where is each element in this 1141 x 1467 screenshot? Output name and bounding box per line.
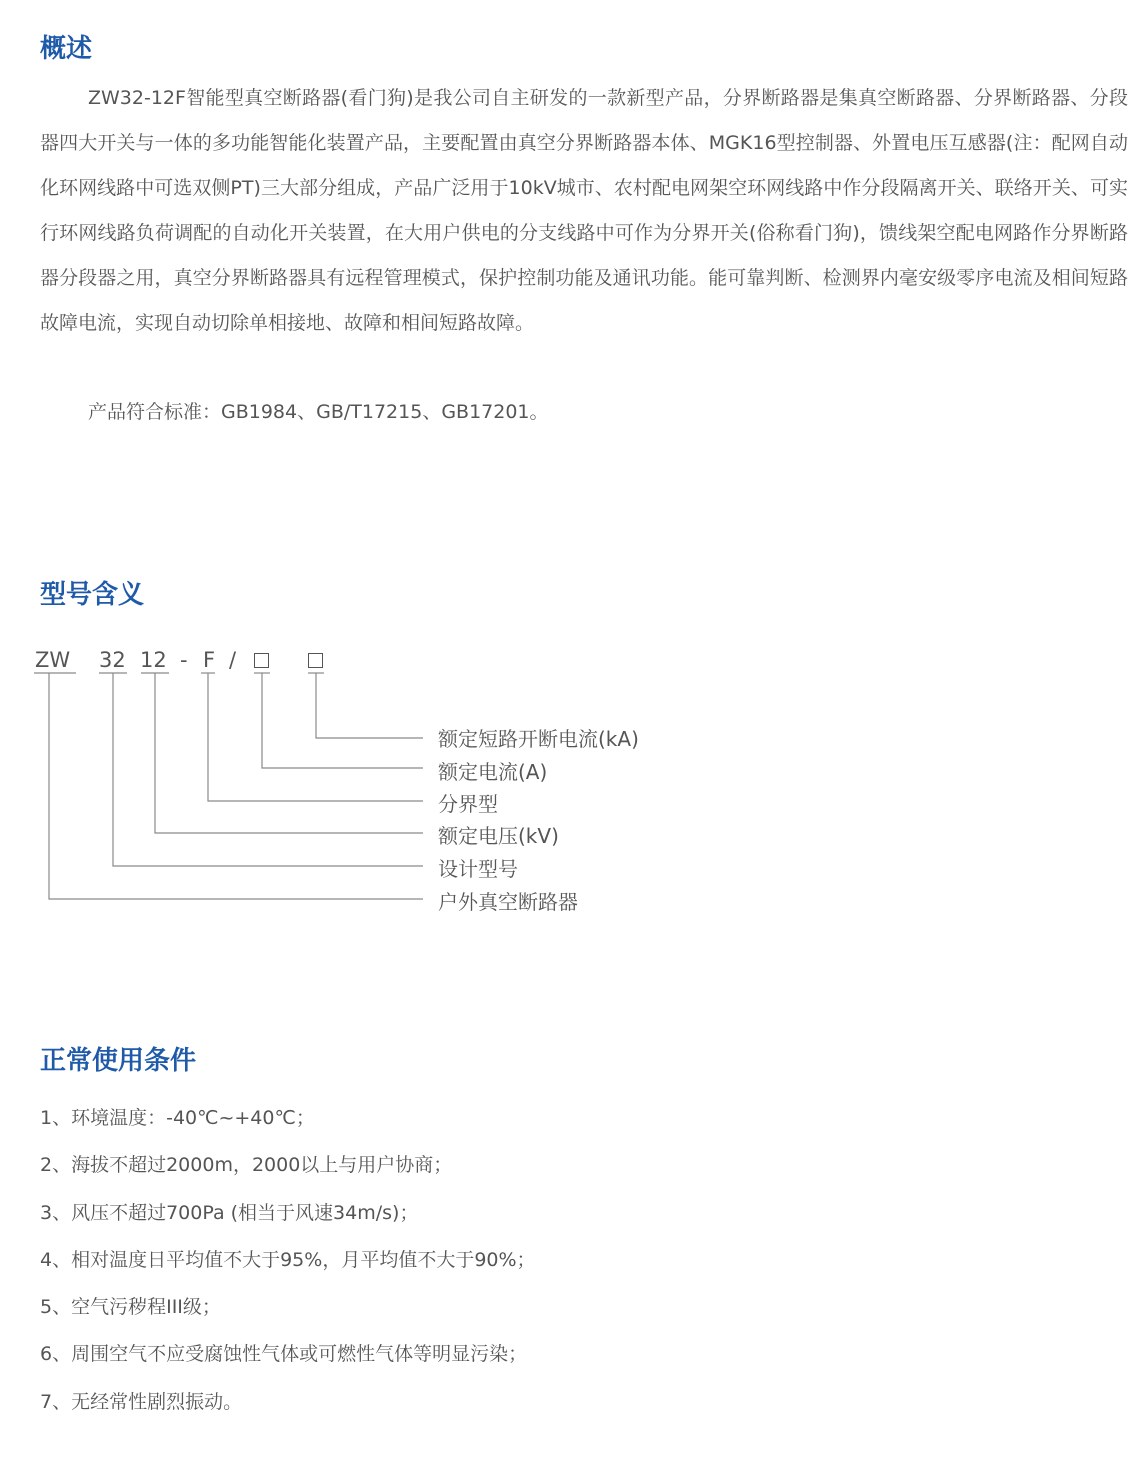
- line-rated-voltage: [155, 673, 423, 833]
- line-outdoor-breaker: [49, 673, 423, 899]
- model-meaning-title: 型号含义: [40, 580, 145, 610]
- label-outdoor-breaker: 户外真空断路器: [438, 890, 578, 914]
- label-rated-voltage: 额定电压(kV): [438, 824, 559, 848]
- label-rated-current: 额定电流(A): [438, 760, 548, 784]
- condition-item: 1、环境温度：-40℃~+40℃；: [40, 1107, 315, 1129]
- label-boundary-type: 分界型: [438, 792, 498, 816]
- condition-item: 5、空气污秽程III级；: [40, 1296, 221, 1319]
- line-breaking-current: [316, 673, 423, 738]
- condition-item: 3、风压不超过700Pa (相当于风速34m/s)；: [40, 1201, 419, 1224]
- code-part-zw: ZW: [35, 648, 71, 672]
- code-part-voltage: 12: [140, 648, 167, 672]
- overview-paragraph: ZW32-12F智能型真空断路器(看门狗)是我公司自主研发的一款新型产品，分界断路器是集真空断路器、分界断路器、分段器四大开关与一体的多功能智能化装置产品，主要配置由真空分界断路器本体、MGK16型控制器、外置电压互感器(注：配网自动化环网线路中可选双侧PT)三大部分组成，产品广泛用于10kV城市、农村配电网架空环网线路中作分段隔离开关、联络开关、可实行环网线路负荷调配的自动化开关装置，在大用户供电的分支线路中可作为分界开关(俗称看门狗)，馈线架空配电网路作分界断路器分段器之用，真空分界断路器具有远程管理模式，保护控制功能及通讯功能。能可靠判断、检测界内毫安级零序电流及相间短路故障电流，实现自动切除单相接地、故障和相间短路故障。: [40, 87, 1128, 334]
- overview-title: 概述: [40, 34, 93, 64]
- condition-item: 4、相对温度日平均值不大于95%，月平均值不大于90%；: [40, 1248, 536, 1271]
- line-rated-current: [262, 673, 423, 768]
- code-part-f: F: [203, 648, 216, 672]
- conditions-title: 正常使用条件: [40, 1046, 197, 1076]
- line-design-model: [113, 673, 423, 866]
- standards-text: 产品符合标准：GB1984、GB/T17215、GB17201。: [88, 401, 549, 423]
- condition-item: 2、海拔不超过2000m，2000以上与用户协商；: [40, 1154, 453, 1177]
- condition-item: 7、无经常性剧烈振动。: [40, 1390, 243, 1413]
- code-part-slash: /: [229, 648, 237, 672]
- conditions-list: [40, 1095, 536, 1426]
- condition-item: 6、周围空气不应受腐蚀性气体或可燃性气体等明显污染；: [40, 1343, 528, 1366]
- code-part-dash: -: [180, 648, 188, 672]
- label-breaking-current: 额定短路开断电流(kA): [438, 727, 639, 751]
- code-part-design: 32: [99, 648, 126, 672]
- label-design-model: 设计型号: [438, 857, 518, 881]
